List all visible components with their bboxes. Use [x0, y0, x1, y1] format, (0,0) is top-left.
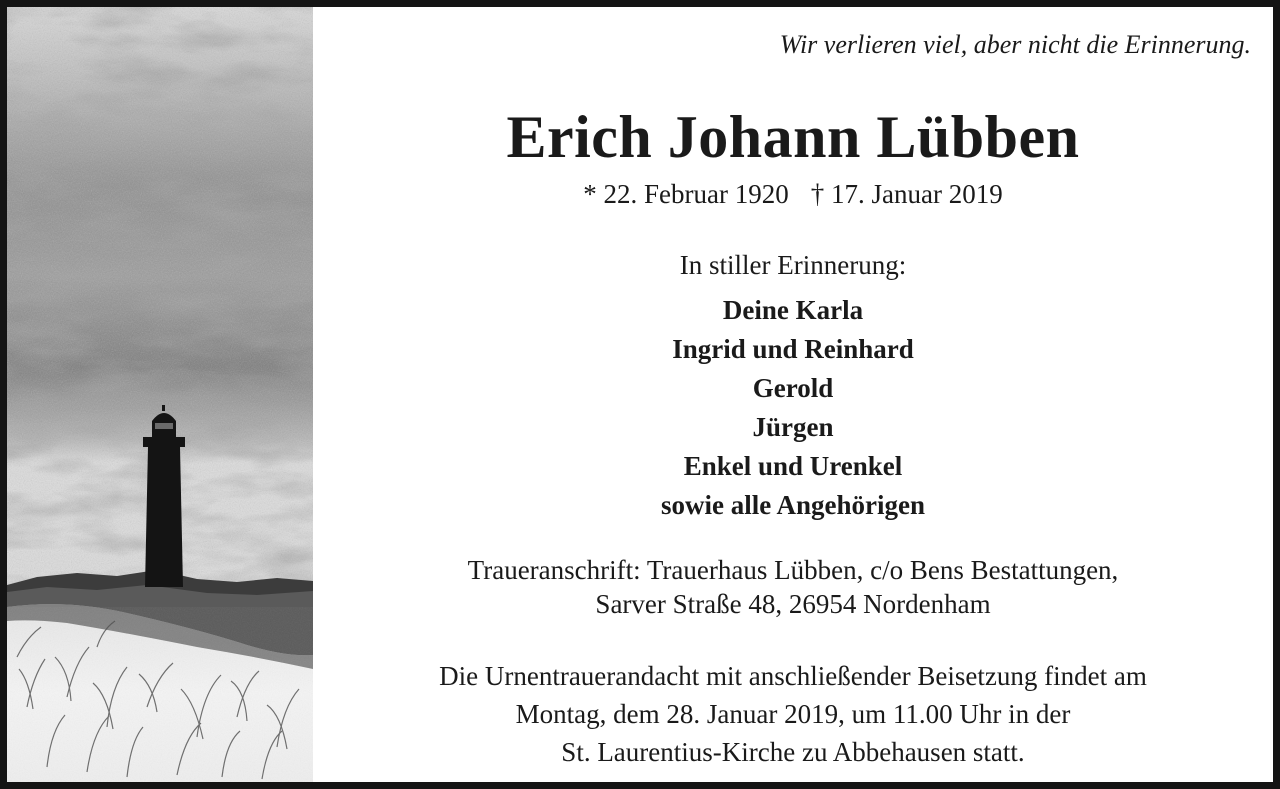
mourner: Gerold [752, 373, 834, 403]
mourners-list [313, 291, 1273, 525]
notice-text [313, 7, 1273, 782]
address-line: Sarver Straße 48, 26954 Nordenham [595, 589, 991, 619]
motto: Wir verlieren viel, aber nicht die Erinnerung. [779, 30, 1251, 59]
birth-date: * 22. Februar 1920 [583, 179, 789, 209]
service-line: Montag, dem 28. Januar 2019, um 11.00 Uhr in der [515, 699, 1071, 729]
death-date: † 17. Januar 2019 [810, 179, 1003, 209]
life-dates [313, 177, 1273, 211]
mourner: sowie alle Angehörigen [661, 490, 925, 520]
service-announcement [313, 657, 1273, 771]
mourner: Enkel und Urenkel [683, 451, 903, 481]
service-line: Die Urnentrauerandacht mit anschließender Beisetzung findet am [439, 661, 1147, 691]
remembrance-intro: In stiller Erinnerung: [679, 250, 907, 280]
deceased-name: Erich Johann Lübben [506, 104, 1080, 170]
lighthouse-icon [7, 7, 313, 782]
service-line: St. Laurentius-Kirche zu Abbehausen statt. [561, 737, 1025, 767]
mourning-address [313, 553, 1273, 621]
mourner: Ingrid und Reinhard [672, 334, 914, 364]
lighthouse-dunes-photo [7, 7, 313, 782]
mourner: Deine Karla [722, 295, 864, 325]
address-line: Traueranschrift: Trauerhaus Lübben, c/o Bens Bestattungen, [467, 555, 1119, 585]
mourner: Jürgen [752, 412, 834, 442]
